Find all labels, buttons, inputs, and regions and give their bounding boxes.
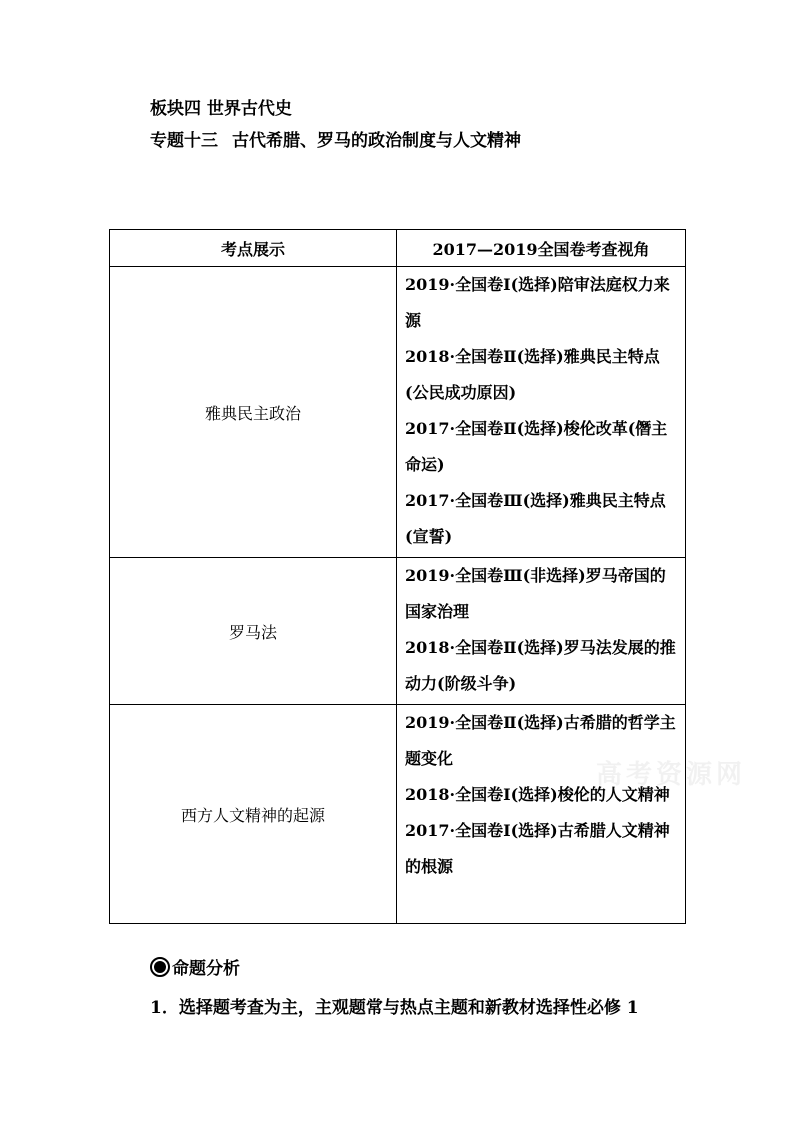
bullet-circle-icon bbox=[150, 957, 170, 977]
topic-cell: 罗马法 bbox=[110, 558, 397, 705]
exam-item: 2017·全国卷Ⅱ(选择)梭伦改革(僭主命运) bbox=[405, 419, 668, 474]
section-title: 板块四 世界古代史 bbox=[150, 99, 292, 119]
exam-items-cell bbox=[397, 558, 686, 705]
exam-item: 2018·全国卷Ⅱ(选择)雅典民主特点(公民成功原因) bbox=[405, 347, 660, 402]
topic-label: 专题十三 bbox=[150, 131, 218, 151]
table-row bbox=[110, 267, 686, 558]
exam-items-cell bbox=[397, 267, 686, 558]
column-header-exam-view: 2017—2019全国卷考查视角 bbox=[397, 230, 686, 267]
topic-title bbox=[150, 130, 521, 152]
exam-item: 2018·全国卷Ⅱ(选择)罗马法发展的推动力(阶级斗争) bbox=[405, 638, 676, 693]
table-row bbox=[110, 558, 686, 705]
topic-cell: 雅典民主政治 bbox=[110, 267, 397, 558]
column-header-topic: 考点展示 bbox=[110, 230, 397, 267]
topic-cell: 西方人文精神的起源 bbox=[110, 705, 397, 924]
exam-item: 2018·全国卷Ⅰ(选择)梭伦的人文精神 bbox=[405, 785, 670, 804]
analysis-heading-text: 命题分析 bbox=[172, 959, 240, 979]
topic-name: 古代希腊、罗马的政治制度与人文精神 bbox=[232, 131, 521, 151]
watermark: 高考资源网 bbox=[596, 760, 747, 790]
exam-item: 2017·全国卷Ⅲ(选择)雅典民主特点(宣誓) bbox=[405, 491, 666, 546]
exam-item: 2019·全国卷Ⅱ(选择)古希腊的哲学主题变化 bbox=[405, 713, 676, 768]
exam-items-cell bbox=[397, 705, 686, 924]
exam-item: 2017·全国卷Ⅰ(选择)古希腊人文精神的根源 bbox=[405, 821, 670, 876]
exam-item: 2019·全国卷Ⅲ(非选择)罗马帝国的国家治理 bbox=[405, 566, 666, 621]
exam-points-table bbox=[109, 229, 686, 924]
analysis-point-1: 1．选择题考查为主，主观题常与热点主题和新教材选择性必修 1 bbox=[150, 998, 639, 1018]
analysis-heading bbox=[150, 957, 240, 981]
table-row bbox=[110, 705, 686, 924]
table-header-row bbox=[110, 230, 686, 267]
exam-item: 2019·全国卷Ⅰ(选择)陪审法庭权力来源 bbox=[405, 275, 670, 330]
